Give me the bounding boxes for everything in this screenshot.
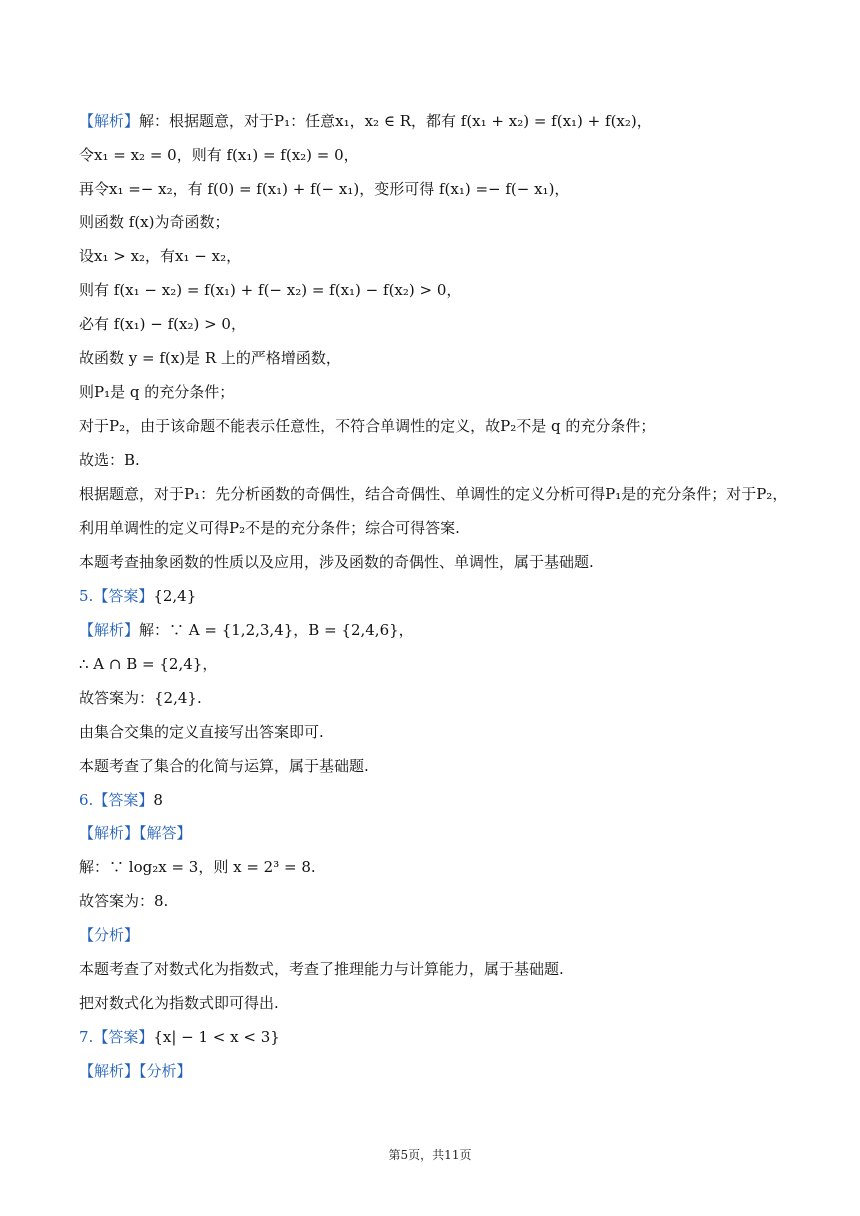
text-line: 再令x₁ =− x₂，有 f(0) = f(x₁) + f(− x₁)，变形可得 f(x₁) =− f(− x₁)， (79, 180, 570, 198)
section-tag: 【解析】 (79, 1062, 140, 1080)
section-tag: 【解析】 (79, 112, 140, 130)
text-line: 故答案为：8. (79, 892, 169, 910)
text-line (79, 820, 830, 846)
section-tag: 【解答】 (139, 824, 192, 842)
text-line: 则函数 f(x)为奇函数； (79, 213, 230, 231)
section-tag: 【解析】 (79, 824, 140, 842)
text-line: 故选：B. (79, 451, 140, 469)
text-line: 令x₁ = x₂ = 0，则有 f(x₁) = f(x₂) = 0， (79, 146, 359, 164)
section-tag: 【答案】 (93, 791, 154, 809)
text-line: 故答案为：{2,4}. (79, 689, 202, 707)
text-line: 对于P₂，由于该命题不能表示任意性，不符合单调性的定义，故P₂不是 q 的充分条件； (79, 417, 656, 435)
text-line: 必有 f(x₁) − f(x₂) > 0， (79, 315, 246, 333)
text-line: 则有 f(x₁ − x₂) = f(x₁) + f(− x₂) = f(x₁) − f(x₂) > 0， (79, 281, 462, 299)
section-tag: 【分析】 (139, 1062, 192, 1080)
section-tag: 【答案】 (93, 587, 154, 605)
text-line: 则P₁是 q 的充分条件； (79, 383, 235, 401)
text-line: 解：∵ log₂x = 3，则 x = 2³ = 8. (79, 858, 316, 876)
question-number: 7. (79, 1028, 94, 1046)
text-line: ∴ A ∩ B = {2,4}， (79, 655, 218, 673)
answer-heading: 5.【答案】{2,4} (79, 587, 197, 605)
text-line (79, 1058, 830, 1084)
text-line: 根据题意，对于P₁：先分析函数的奇偶性，结合奇偶性、单调性的定义分析可得P₁是的充分条件；对于P₂， (79, 485, 788, 503)
text-line: 设x₁ > x₂，有x₁ − x₂， (79, 247, 242, 265)
section-tag: 【解析】 (79, 621, 140, 639)
text-line: 把对数式化为指数式即可得出. (79, 994, 279, 1012)
question-number: 5. (79, 587, 94, 605)
text-line: 利用单调性的定义可得P₂不是的充分条件；综合可得答案. (79, 519, 460, 537)
text-line: 本题考查抽象函数的性质以及应用，涉及函数的奇偶性、单调性，属于基础题. (79, 553, 594, 571)
page-number: 第5页，共11页 (388, 1148, 472, 1162)
text-line: 本题考查了对数式化为指数式，考查了推理能力与计算能力，属于基础题. (79, 960, 564, 978)
text-line: 本题考查了集合的化简与运算，属于基础题. (79, 757, 369, 775)
text-line: 由集合交集的定义直接写出答案即可. (79, 723, 324, 741)
text-line (79, 922, 830, 948)
answer-heading: 6.【答案】8 (79, 791, 163, 809)
question-number: 6. (79, 791, 94, 809)
section-tag: 【分析】 (79, 926, 140, 944)
text-line: 【解析】解：∵ A = {1,2,3,4}，B = {2,4,6}， (79, 621, 414, 639)
text-line: 故函数 y = f(x)是 R 上的严格增函数， (79, 349, 341, 367)
text-line: 【解析】解：根据题意，对于P₁：任意x₁，x₂ ∈ R，都有 f(x₁ + x₂) = f(x₁) + f(x₂)， (79, 112, 652, 130)
answer-heading: 7.【答案】{x| − 1 < x < 3} (79, 1028, 280, 1046)
section-tag: 【答案】 (93, 1028, 154, 1046)
